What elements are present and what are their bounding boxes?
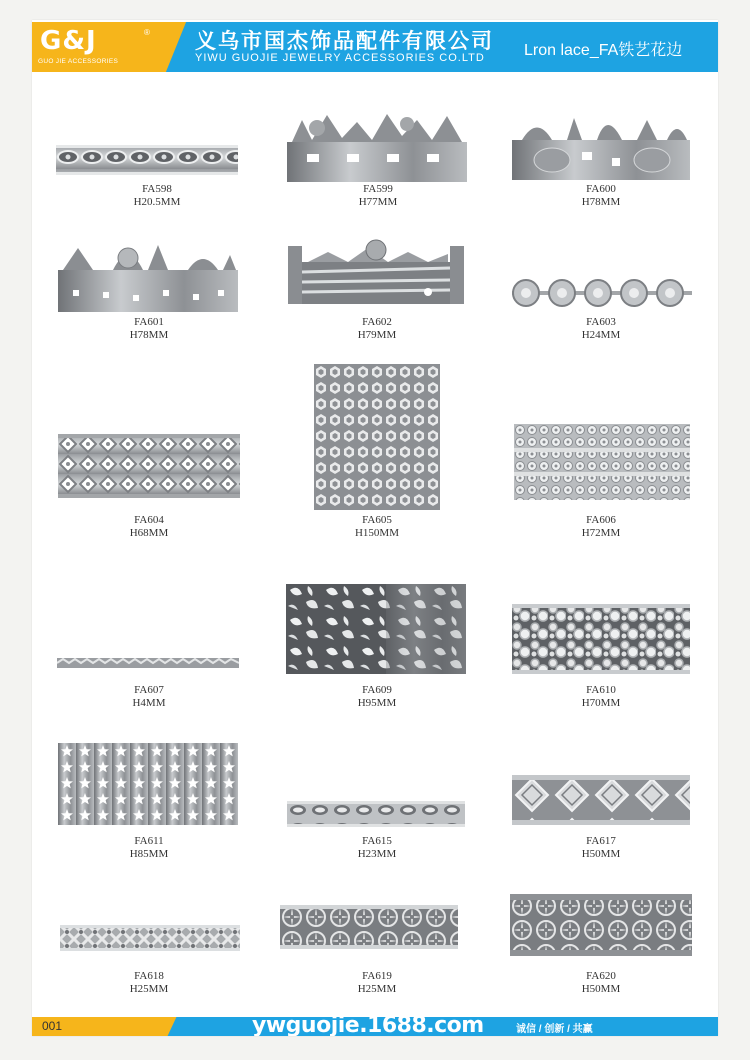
page-number: 001 [42,1019,63,1033]
product-caption-fa617 [541,835,661,861]
footer-bar [32,1017,718,1036]
product-height: H78MM [581,196,621,208]
product-height: H85MM [129,848,169,860]
product-code: FA607 [134,684,164,696]
lace-image-fa618 [60,925,240,951]
logo-text: G&J [40,26,97,56]
product-height: H95MM [357,697,397,709]
product-code: FA599 [363,183,393,195]
lace-image-fa598 [56,145,238,175]
lace-image-fa607 [57,658,239,668]
product-code: FA619 [362,970,392,982]
product-height: H68MM [129,527,169,539]
lace-image-fa601 [58,240,238,312]
product-height: H50MM [581,983,621,995]
product-height: H150MM [354,527,399,539]
product-height: H78MM [129,329,169,341]
product-caption-fa618 [89,970,209,996]
product-code: FA611 [134,835,164,847]
product-height: H50MM [581,848,621,860]
product-caption-fa604 [89,514,209,540]
product-height: H79MM [357,329,397,341]
lace-image-fa603 [512,276,692,310]
lace-image-fa619 [280,905,458,949]
product-height: H20.5MM [133,196,181,208]
product-caption-fa607 [89,684,209,710]
product-code: FA610 [586,684,616,696]
company-motto: 诚信 / 创新 / 共赢 [516,1024,593,1035]
logo [32,22,160,72]
product-caption-fa615 [317,835,437,861]
product-code: FA601 [134,316,164,328]
lace-image-fa606 [514,424,690,500]
product-code: FA604 [134,514,164,526]
product-caption-fa598 [97,183,217,209]
product-height: H25MM [129,983,169,995]
product-height: H77MM [358,196,398,208]
company-name-cn: 义乌市国杰饰品配件有限公司 [195,29,494,53]
product-caption-fa619 [317,970,437,996]
product-caption-fa601 [89,316,209,342]
product-code: FA602 [362,316,392,328]
product-code: FA620 [586,970,616,982]
product-caption-fa600 [541,183,661,209]
lace-image-fa611 [58,743,238,825]
product-height: H25MM [357,983,397,995]
logo-registered-mark: ® [144,28,150,37]
product-height: H23MM [357,848,397,860]
website-link[interactable]: ywguojie.1688.com [252,1017,484,1036]
product-code: FA609 [362,684,392,696]
product-height: H70MM [581,697,621,709]
product-code: FA605 [362,514,392,526]
product-code: FA618 [134,970,164,982]
product-caption-fa620 [541,970,661,996]
product-code: FA600 [586,183,616,195]
lace-image-fa605 [314,364,440,510]
product-height: H72MM [581,527,621,539]
product-code: FA603 [586,316,616,328]
lace-image-fa617 [512,775,690,825]
catalog-title: Lron lace_FA铁艺花边 [524,42,683,59]
product-code: FA617 [586,835,616,847]
product-caption-fa599 [318,183,438,209]
product-caption-fa606 [541,514,661,540]
product-code: FA606 [586,514,616,526]
lace-image-fa620 [510,894,692,956]
lace-image-fa615 [287,801,465,827]
lace-image-fa599 [287,110,467,182]
product-height: H24MM [581,329,621,341]
product-caption-fa602 [317,316,437,342]
lace-image-fa609 [286,584,466,674]
lace-image-fa610 [512,604,690,674]
product-code: FA615 [362,835,392,847]
product-height: H4MM [132,697,166,709]
product-caption-fa611 [89,835,209,861]
product-caption-fa609 [317,684,437,710]
company-name-en: YIWU GUOJIE JEWELRY ACCESSORIES CO.LTD [195,52,485,64]
product-caption-fa605 [317,514,437,540]
product-code: FA598 [142,183,172,195]
header-bar [32,22,718,72]
logo-subtitle: GUO JIE ACCESSORIES [38,58,119,65]
lace-image-fa602 [288,238,464,304]
product-caption-fa610 [541,684,661,710]
lace-image-fa604 [58,434,240,498]
lace-image-fa600 [512,110,690,180]
product-caption-fa603 [541,316,661,342]
